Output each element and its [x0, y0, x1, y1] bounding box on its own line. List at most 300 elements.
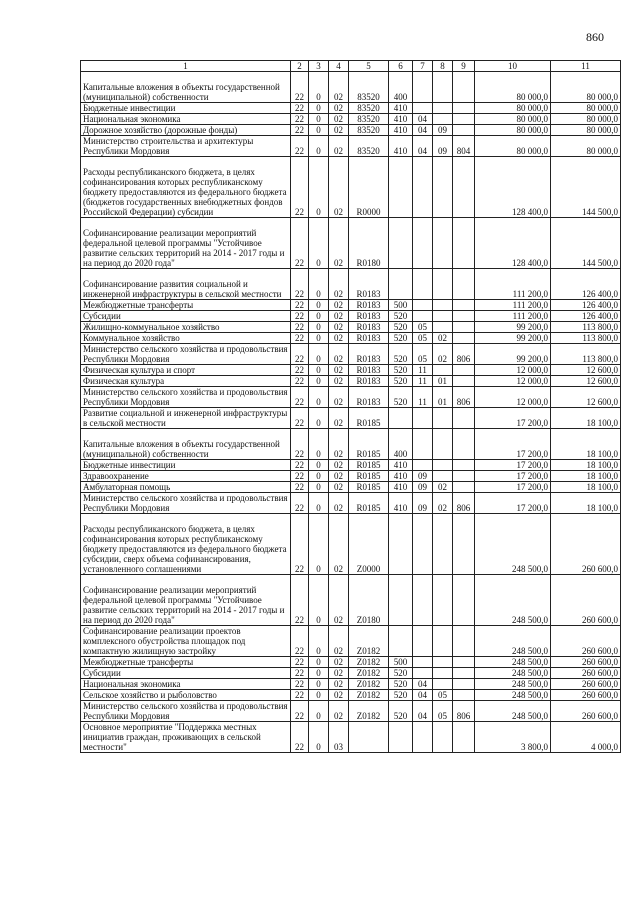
ministry-code-cell — [453, 679, 475, 690]
table-row — [81, 333, 621, 344]
table-row — [81, 125, 621, 136]
table-row — [81, 626, 621, 657]
expense-type-cell: 410 — [389, 103, 413, 114]
subsection-cell: 0 — [309, 408, 329, 429]
section-cell: 22 — [291, 626, 309, 657]
target-item-cell: R0183 — [349, 269, 389, 300]
division-cell: 09 — [413, 493, 433, 514]
target-item-cell: Z0182 — [349, 657, 389, 668]
ministry-code-cell — [453, 408, 475, 429]
amount-year2-cell: 80 000,0 — [551, 125, 621, 136]
program-cell: 02 — [329, 668, 349, 679]
target-item-cell: Z0000 — [349, 514, 389, 575]
program-cell: 02 — [329, 679, 349, 690]
division-cell — [413, 408, 433, 429]
subdivision-cell — [433, 514, 453, 575]
section-cell: 22 — [291, 125, 309, 136]
row-name-cell: Министерство сельского хозяйства и продовольствия Республики Мордовия — [81, 701, 291, 722]
column-header: 3 — [309, 61, 329, 72]
expense-type-cell: 400 — [389, 429, 413, 460]
subsection-cell: 0 — [309, 460, 329, 471]
program-cell: 02 — [329, 322, 349, 333]
section-cell: 22 — [291, 269, 309, 300]
subdivision-cell — [433, 157, 453, 218]
row-name-cell: Министерство строительства и архитектуры Республики Мордовия — [81, 136, 291, 157]
subdivision-cell — [433, 114, 453, 125]
amount-year1-cell: 128 400,0 — [475, 218, 551, 269]
subdivision-cell — [433, 72, 453, 103]
amount-year1-cell: 3 800,0 — [475, 722, 551, 753]
amount-year1-cell: 99 200,0 — [475, 344, 551, 365]
program-cell: 02 — [329, 125, 349, 136]
table-row — [81, 322, 621, 333]
section-cell: 22 — [291, 311, 309, 322]
expense-type-cell: 410 — [389, 136, 413, 157]
table-row — [81, 701, 621, 722]
column-header: 8 — [433, 61, 453, 72]
division-cell — [413, 626, 433, 657]
expense-type-cell: 520 — [389, 333, 413, 344]
program-cell: 02 — [329, 657, 349, 668]
target-item-cell: 83520 — [349, 125, 389, 136]
row-name-cell: Дорожное хозяйство (дорожные фонды) — [81, 125, 291, 136]
subsection-cell: 0 — [309, 344, 329, 365]
table-row — [81, 136, 621, 157]
subdivision-cell — [433, 103, 453, 114]
program-cell: 02 — [329, 460, 349, 471]
amount-year1-cell: 12 000,0 — [475, 365, 551, 376]
amount-year2-cell: 80 000,0 — [551, 114, 621, 125]
amount-year1-cell: 99 200,0 — [475, 333, 551, 344]
amount-year2-cell: 18 100,0 — [551, 471, 621, 482]
division-cell: 11 — [413, 365, 433, 376]
target-item-cell: R0183 — [349, 387, 389, 408]
table-row — [81, 493, 621, 514]
expense-type-cell — [389, 408, 413, 429]
target-item-cell: R0185 — [349, 471, 389, 482]
division-cell — [413, 429, 433, 460]
program-cell: 02 — [329, 626, 349, 657]
column-header: 5 — [349, 61, 389, 72]
column-header: 7 — [413, 61, 433, 72]
amount-year1-cell: 111 200,0 — [475, 300, 551, 311]
subsection-cell: 0 — [309, 701, 329, 722]
subdivision-cell — [433, 311, 453, 322]
target-item-cell: 83520 — [349, 114, 389, 125]
section-cell: 22 — [291, 103, 309, 114]
subsection-cell: 0 — [309, 722, 329, 753]
amount-year1-cell: 17 200,0 — [475, 408, 551, 429]
ministry-code-cell — [453, 626, 475, 657]
subdivision-cell — [433, 471, 453, 482]
program-cell: 02 — [329, 136, 349, 157]
program-cell: 03 — [329, 722, 349, 753]
subdivision-cell — [433, 300, 453, 311]
amount-year2-cell: 18 100,0 — [551, 429, 621, 460]
subdivision-cell: 09 — [433, 125, 453, 136]
program-cell: 02 — [329, 344, 349, 365]
table-row — [81, 269, 621, 300]
target-item-cell: Z0180 — [349, 575, 389, 626]
subsection-cell: 0 — [309, 365, 329, 376]
ministry-code-cell — [453, 722, 475, 753]
program-cell: 02 — [329, 482, 349, 493]
ministry-code-cell — [453, 103, 475, 114]
division-cell — [413, 657, 433, 668]
division-cell: 11 — [413, 376, 433, 387]
column-header: 2 — [291, 61, 309, 72]
subdivision-cell — [433, 269, 453, 300]
section-cell: 22 — [291, 722, 309, 753]
row-name-cell: Субсидии — [81, 668, 291, 679]
amount-year1-cell: 248 500,0 — [475, 679, 551, 690]
row-name-cell: Межбюджетные трансферты — [81, 300, 291, 311]
budget-table — [80, 60, 621, 753]
amount-year2-cell: 113 800,0 — [551, 322, 621, 333]
expense-type-cell — [389, 514, 413, 575]
division-cell — [413, 575, 433, 626]
subdivision-cell: 02 — [433, 333, 453, 344]
column-header: 4 — [329, 61, 349, 72]
amount-year1-cell: 99 200,0 — [475, 322, 551, 333]
target-item-cell: R0180 — [349, 218, 389, 269]
column-header: 6 — [389, 61, 413, 72]
division-cell — [413, 722, 433, 753]
amount-year2-cell: 113 800,0 — [551, 344, 621, 365]
table-row — [81, 344, 621, 365]
ministry-code-cell: 804 — [453, 136, 475, 157]
expense-type-cell: 400 — [389, 72, 413, 103]
program-cell: 02 — [329, 376, 349, 387]
target-item-cell: 83520 — [349, 136, 389, 157]
subsection-cell: 0 — [309, 429, 329, 460]
table-row — [81, 575, 621, 626]
expense-type-cell: 410 — [389, 125, 413, 136]
division-cell: 04 — [413, 701, 433, 722]
subsection-cell: 0 — [309, 300, 329, 311]
row-name-cell: Капитальные вложения в объекты государственной (муниципальной) собственности — [81, 429, 291, 460]
division-cell — [413, 300, 433, 311]
ministry-code-cell — [453, 690, 475, 701]
ministry-code-cell — [453, 218, 475, 269]
target-item-cell: Z0182 — [349, 626, 389, 657]
amount-year2-cell: 126 400,0 — [551, 311, 621, 322]
target-item-cell: R0183 — [349, 322, 389, 333]
section-cell: 22 — [291, 679, 309, 690]
expense-type-cell: 520 — [389, 322, 413, 333]
amount-year1-cell: 12 000,0 — [475, 376, 551, 387]
table-row — [81, 679, 621, 690]
section-cell: 22 — [291, 575, 309, 626]
row-name-cell: Капитальные вложения в объекты государственной (муниципальной) собственности — [81, 72, 291, 103]
subsection-cell: 0 — [309, 157, 329, 218]
table-row — [81, 157, 621, 218]
program-cell: 02 — [329, 471, 349, 482]
amount-year1-cell: 17 200,0 — [475, 493, 551, 514]
ministry-code-cell — [453, 429, 475, 460]
amount-year1-cell: 80 000,0 — [475, 136, 551, 157]
subsection-cell: 0 — [309, 679, 329, 690]
expense-type-cell — [389, 575, 413, 626]
subsection-cell: 0 — [309, 322, 329, 333]
ministry-code-cell — [453, 657, 475, 668]
amount-year2-cell: 80 000,0 — [551, 136, 621, 157]
section-cell: 22 — [291, 701, 309, 722]
amount-year2-cell: 4 000,0 — [551, 722, 621, 753]
program-cell: 02 — [329, 575, 349, 626]
section-cell: 22 — [291, 460, 309, 471]
table-row — [81, 429, 621, 460]
ministry-code-cell — [453, 269, 475, 300]
program-cell: 02 — [329, 429, 349, 460]
column-header: 1 — [81, 61, 291, 72]
amount-year2-cell: 18 100,0 — [551, 408, 621, 429]
amount-year2-cell: 144 500,0 — [551, 218, 621, 269]
row-name-cell: Межбюджетные трансферты — [81, 657, 291, 668]
amount-year1-cell: 12 000,0 — [475, 387, 551, 408]
program-cell: 02 — [329, 365, 349, 376]
subdivision-cell — [433, 429, 453, 460]
amount-year2-cell: 260 600,0 — [551, 626, 621, 657]
ministry-code-cell — [453, 376, 475, 387]
subsection-cell: 0 — [309, 575, 329, 626]
expense-type-cell: 410 — [389, 471, 413, 482]
section-cell: 22 — [291, 471, 309, 482]
table-row — [81, 311, 621, 322]
section-cell: 22 — [291, 157, 309, 218]
target-item-cell: R0185 — [349, 482, 389, 493]
target-item-cell: R0185 — [349, 408, 389, 429]
program-cell: 02 — [329, 72, 349, 103]
subdivision-cell — [433, 460, 453, 471]
amount-year1-cell: 128 400,0 — [475, 157, 551, 218]
row-name-cell: Министерство сельского хозяйства и продовольствия Республики Мордовия — [81, 493, 291, 514]
section-cell: 22 — [291, 322, 309, 333]
subsection-cell: 0 — [309, 103, 329, 114]
division-cell: 04 — [413, 125, 433, 136]
table-body — [81, 72, 621, 753]
target-item-cell: R0183 — [349, 365, 389, 376]
expense-type-cell: 410 — [389, 114, 413, 125]
ministry-code-cell: 806 — [453, 344, 475, 365]
row-name-cell: Министерство сельского хозяйства и продовольствия Республики Мордовия — [81, 344, 291, 365]
target-item-cell: R0183 — [349, 300, 389, 311]
amount-year2-cell: 18 100,0 — [551, 460, 621, 471]
ministry-code-cell: 806 — [453, 387, 475, 408]
section-cell: 22 — [291, 365, 309, 376]
subdivision-cell: 02 — [433, 482, 453, 493]
subdivision-cell: 01 — [433, 376, 453, 387]
subsection-cell: 0 — [309, 218, 329, 269]
subsection-cell: 0 — [309, 311, 329, 322]
row-name-cell: Физическая культура и спорт — [81, 365, 291, 376]
expense-type-cell: 520 — [389, 690, 413, 701]
subdivision-cell: 05 — [433, 701, 453, 722]
row-name-cell: Софинансирование реализации мероприятий федеральной целевой программы "Устойчивое развитие сельских территорий на 2014 - 2017 годы и на период до 2020 года" — [81, 575, 291, 626]
target-item-cell: Z0182 — [349, 701, 389, 722]
ministry-code-cell — [453, 514, 475, 575]
row-name-cell: Субсидии — [81, 311, 291, 322]
ministry-code-cell — [453, 471, 475, 482]
table-row — [81, 657, 621, 668]
section-cell: 22 — [291, 408, 309, 429]
row-name-cell: Софинансирование реализации мероприятий федеральной целевой программы "Устойчивое развитие сельских территорий на 2014 - 2017 годы и на период до 2020 года" — [81, 218, 291, 269]
table-row — [81, 376, 621, 387]
target-item-cell: R0185 — [349, 493, 389, 514]
amount-year2-cell: 18 100,0 — [551, 482, 621, 493]
row-name-cell: Расходы республиканского бюджета, в целях софинансирования которых республиканскому бюджету предоставляются из федерального бюджета (бюджетов государственных внебюджетных фондов Российской Федерации) субсидии — [81, 157, 291, 218]
subdivision-cell — [433, 408, 453, 429]
amount-year2-cell: 260 600,0 — [551, 514, 621, 575]
amount-year1-cell: 248 500,0 — [475, 626, 551, 657]
row-name-cell: Амбулаторная помощь — [81, 482, 291, 493]
column-header: 10 — [475, 61, 551, 72]
row-name-cell: Национальная экономика — [81, 679, 291, 690]
target-item-cell: R0183 — [349, 311, 389, 322]
amount-year1-cell: 111 200,0 — [475, 311, 551, 322]
expense-type-cell: 500 — [389, 300, 413, 311]
program-cell: 02 — [329, 701, 349, 722]
subdivision-cell: 09 — [433, 136, 453, 157]
row-name-cell: Министерство сельского хозяйства и продовольствия Республики Мордовия — [81, 387, 291, 408]
subsection-cell: 0 — [309, 482, 329, 493]
program-cell: 02 — [329, 114, 349, 125]
amount-year1-cell: 248 500,0 — [475, 668, 551, 679]
ministry-code-cell — [453, 125, 475, 136]
amount-year1-cell: 80 000,0 — [475, 125, 551, 136]
section-cell: 22 — [291, 218, 309, 269]
row-name-cell: Расходы республиканского бюджета, в целях софинансирования которых республиканскому бюджету предоставляются из федерального бюджета субсидии, сверх объема софинансирования, установленного соглашениями — [81, 514, 291, 575]
expense-type-cell: 410 — [389, 493, 413, 514]
table-row — [81, 471, 621, 482]
amount-year1-cell: 248 500,0 — [475, 657, 551, 668]
division-cell — [413, 103, 433, 114]
target-item-cell: R0183 — [349, 344, 389, 365]
ministry-code-cell — [453, 300, 475, 311]
expense-type-cell: 520 — [389, 387, 413, 408]
section-cell: 22 — [291, 344, 309, 365]
amount-year2-cell: 80 000,0 — [551, 103, 621, 114]
division-cell — [413, 514, 433, 575]
amount-year2-cell: 126 400,0 — [551, 300, 621, 311]
table-row — [81, 668, 621, 679]
amount-year2-cell: 260 600,0 — [551, 701, 621, 722]
table-row — [81, 408, 621, 429]
amount-year1-cell: 80 000,0 — [475, 103, 551, 114]
row-name-cell: Национальная экономика — [81, 114, 291, 125]
subsection-cell: 0 — [309, 114, 329, 125]
subsection-cell: 0 — [309, 626, 329, 657]
program-cell: 02 — [329, 157, 349, 218]
division-cell — [413, 668, 433, 679]
amount-year2-cell: 144 500,0 — [551, 157, 621, 218]
subdivision-cell: 02 — [433, 344, 453, 365]
section-cell: 22 — [291, 657, 309, 668]
amount-year1-cell: 17 200,0 — [475, 460, 551, 471]
row-name-cell: Основное мероприятие "Поддержка местных инициатив граждан, проживающих в сельской местности" — [81, 722, 291, 753]
amount-year2-cell: 113 800,0 — [551, 333, 621, 344]
table-row — [81, 365, 621, 376]
subsection-cell: 0 — [309, 125, 329, 136]
division-cell — [413, 72, 433, 103]
ministry-code-cell: 806 — [453, 701, 475, 722]
table-row — [81, 690, 621, 701]
program-cell: 02 — [329, 387, 349, 408]
expense-type-cell: 520 — [389, 344, 413, 365]
division-cell: 04 — [413, 114, 433, 125]
section-cell: 22 — [291, 300, 309, 311]
amount-year1-cell: 17 200,0 — [475, 482, 551, 493]
ministry-code-cell — [453, 333, 475, 344]
program-cell: 02 — [329, 218, 349, 269]
expense-type-cell — [389, 269, 413, 300]
ministry-code-cell — [453, 668, 475, 679]
row-name-cell: Здравоохранение — [81, 471, 291, 482]
section-cell: 22 — [291, 376, 309, 387]
division-cell — [413, 157, 433, 218]
table-row — [81, 103, 621, 114]
target-item-cell: Z0182 — [349, 679, 389, 690]
program-cell: 02 — [329, 408, 349, 429]
row-name-cell: Сельское хозяйство и рыболовство — [81, 690, 291, 701]
subsection-cell: 0 — [309, 269, 329, 300]
program-cell: 02 — [329, 333, 349, 344]
row-name-cell: Развитие социальной и инженерной инфраструктуры в сельской местности — [81, 408, 291, 429]
subsection-cell: 0 — [309, 690, 329, 701]
expense-type-cell: 520 — [389, 668, 413, 679]
expense-type-cell: 410 — [389, 482, 413, 493]
section-cell: 22 — [291, 72, 309, 103]
ministry-code-cell — [453, 365, 475, 376]
amount-year2-cell: 80 000,0 — [551, 72, 621, 103]
amount-year1-cell: 248 500,0 — [475, 575, 551, 626]
row-name-cell: Софинансирование развития социальной и инженерной инфраструктуры в сельской местности — [81, 269, 291, 300]
subdivision-cell — [433, 322, 453, 333]
subdivision-cell: 02 — [433, 493, 453, 514]
division-cell — [413, 460, 433, 471]
table-row — [81, 722, 621, 753]
amount-year2-cell: 260 600,0 — [551, 668, 621, 679]
target-item-cell: 83520 — [349, 103, 389, 114]
expense-type-cell — [389, 722, 413, 753]
amount-year2-cell: 126 400,0 — [551, 269, 621, 300]
amount-year1-cell: 111 200,0 — [475, 269, 551, 300]
subdivision-cell — [433, 668, 453, 679]
table-row — [81, 387, 621, 408]
subsection-cell: 0 — [309, 72, 329, 103]
division-cell: 05 — [413, 344, 433, 365]
division-cell: 04 — [413, 136, 433, 157]
expense-type-cell: 520 — [389, 701, 413, 722]
expense-type-cell — [389, 157, 413, 218]
ministry-code-cell — [453, 322, 475, 333]
division-cell — [413, 269, 433, 300]
expense-type-cell — [389, 626, 413, 657]
amount-year2-cell: 18 100,0 — [551, 493, 621, 514]
subsection-cell: 0 — [309, 387, 329, 408]
subdivision-cell — [433, 722, 453, 753]
table-row — [81, 72, 621, 103]
subsection-cell: 0 — [309, 668, 329, 679]
row-name-cell: Жилищно-коммунальное хозяйство — [81, 322, 291, 333]
program-cell: 02 — [329, 690, 349, 701]
column-header: 9 — [453, 61, 475, 72]
amount-year1-cell: 80 000,0 — [475, 114, 551, 125]
target-item-cell: R0000 — [349, 157, 389, 218]
subdivision-cell — [433, 657, 453, 668]
amount-year2-cell: 260 600,0 — [551, 679, 621, 690]
ministry-code-cell — [453, 460, 475, 471]
